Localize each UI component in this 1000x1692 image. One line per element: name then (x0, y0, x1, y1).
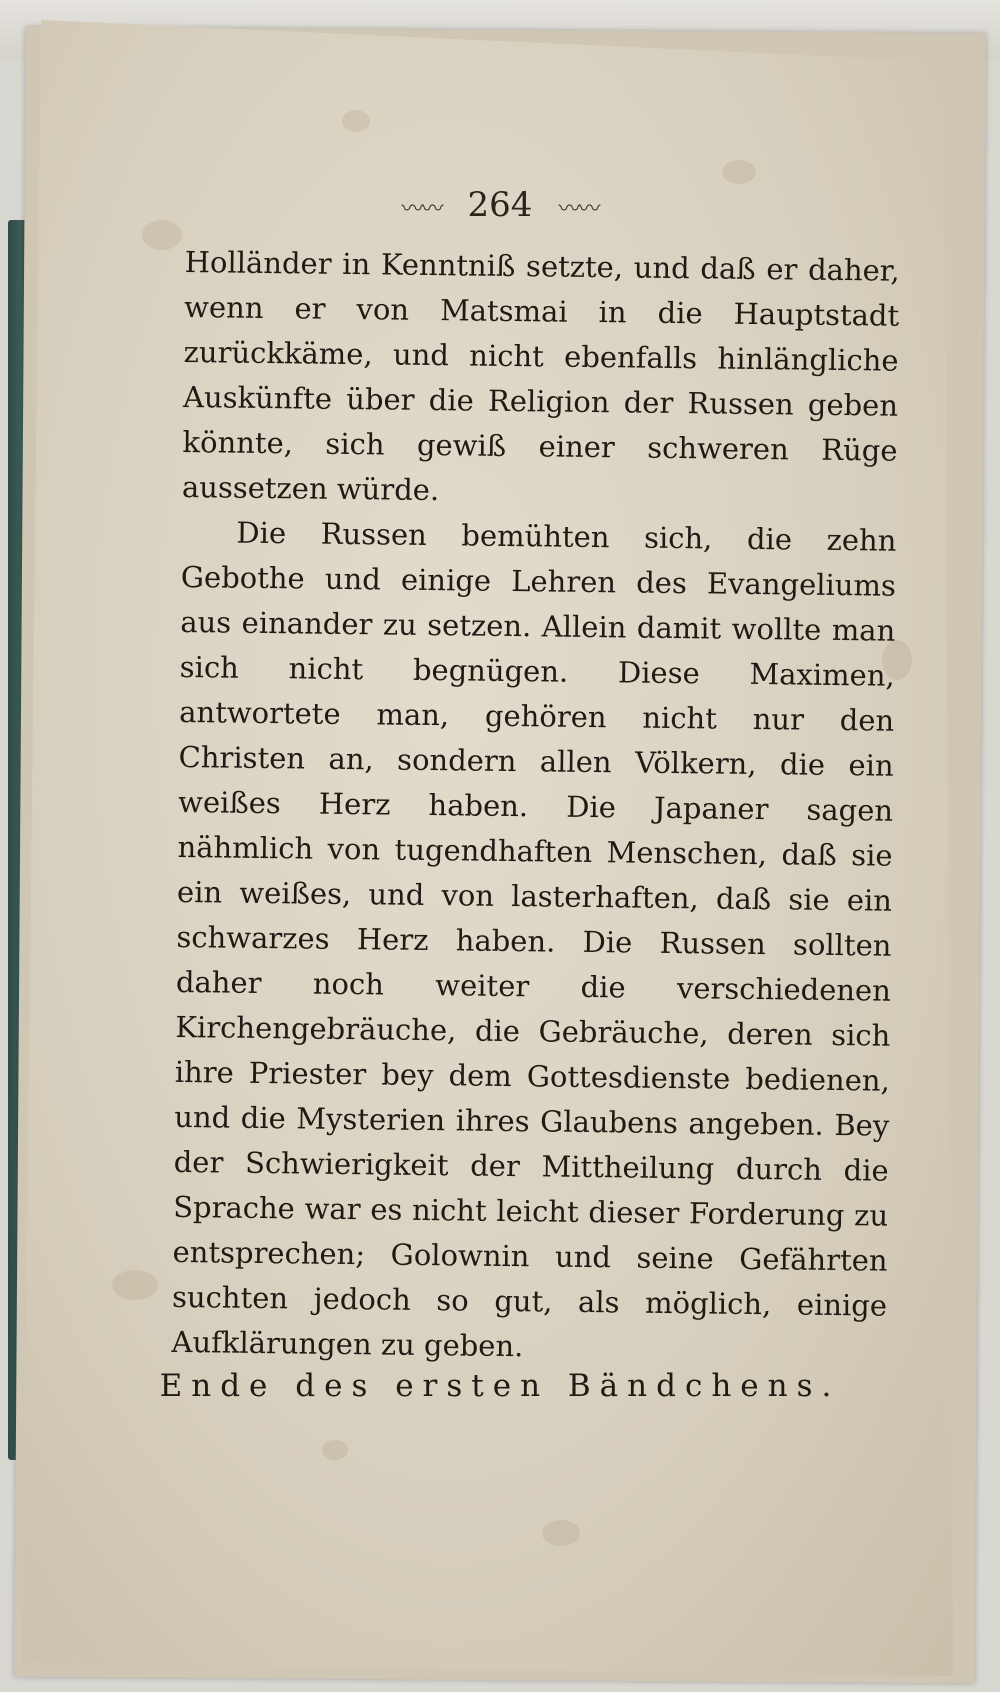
paper-stain (112, 1270, 158, 1300)
page-header (0, 185, 1000, 225)
body-text (171, 240, 900, 1374)
paper-stain (322, 1440, 348, 1460)
page-number: 264 (467, 185, 533, 225)
paragraph: Holländer in Kenntniß setzte, und daß er daher, wenn er von Matsmai in die Hauptstadt zurückkäme, und nicht ebenfalls hinlängliche Auskünfte über die Religion der Russen geben könnte, sich gewiß einer schweren Rüge aussetzen würde. (181, 244, 900, 508)
paper-stain (542, 1520, 580, 1546)
header-ornament-right: 〰〰 (558, 196, 599, 222)
paragraph: Die Russen bemühten sich, die zehn Gebothe und einige Lehren des Evangeliums aus einander zu setzen. Allein damit wollte man sich nicht begnügen. Diese Maximen, antwortete man, gehören nicht nur den Christen an, sondern allen Völkern, die ein weißes Herz haben. Die Japaner sagen nähmlich von tugendhaften Menschen, daß sie ein weißes, und von lasterhaften, daß sie ein schwarzes Herz haben. Die Russen sollten daher noch weiter die verschiedenen Kirchengebräuche, die Gebräuche, deren sich ihre Priester bey dem Gottesdienste bedienen, und die Mysterien ihres Glaubens angeben. Bey der Schwierigkeit der Mittheilung durch die Sprache war es nicht leicht dieser Forderung zu entsprechen; Golownin und seine Gefährten suchten jedoch so gut, als möglich, einige Aufklärungen zu geben. (171, 515, 897, 1364)
closing-line: Ende des ersten Bändchens. (159, 1368, 841, 1404)
header-ornament-left: 〰〰 (401, 196, 442, 222)
paper-stain (722, 160, 756, 184)
paper-stain (342, 110, 370, 132)
